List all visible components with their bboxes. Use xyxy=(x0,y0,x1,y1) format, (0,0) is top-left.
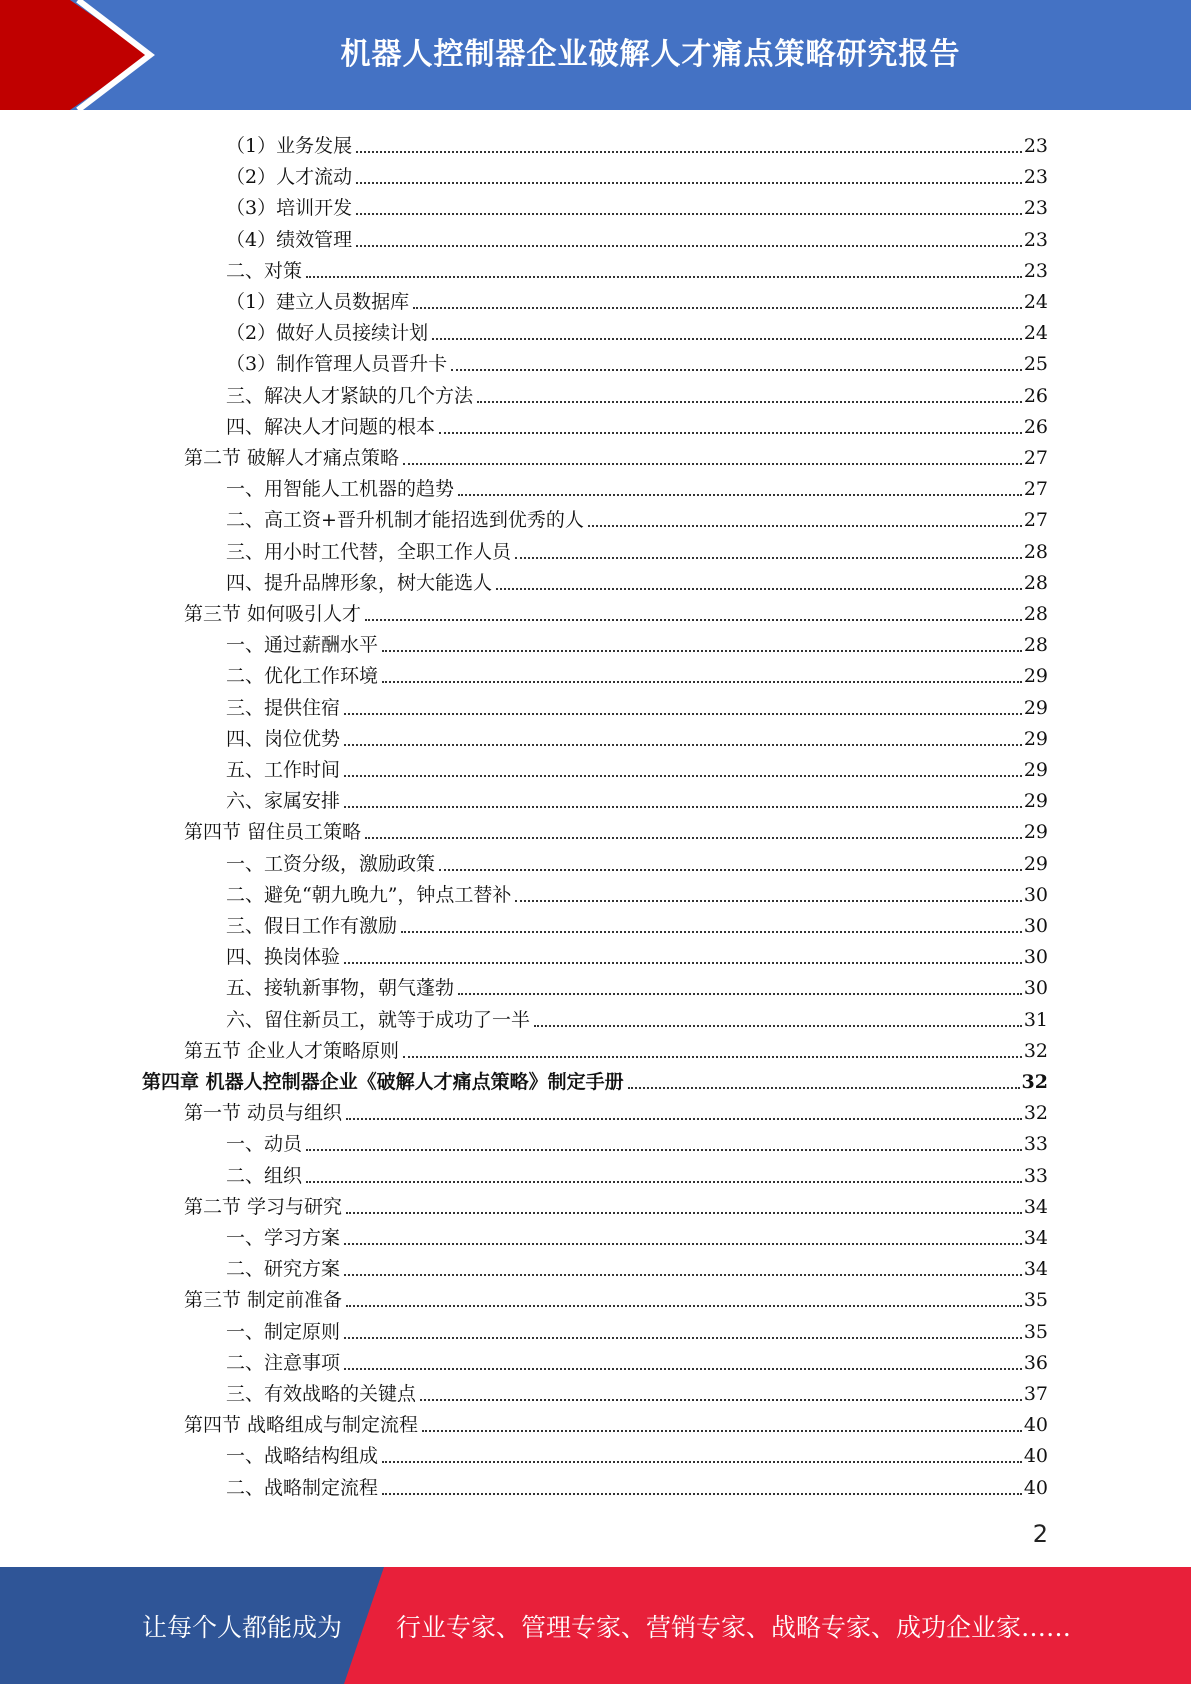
toc-dot-leader xyxy=(401,931,1022,933)
toc-page-number: 28 xyxy=(1023,540,1048,563)
toc-dot-leader xyxy=(439,869,1022,871)
toc-page-number: 34 xyxy=(1023,1195,1048,1218)
toc-page-number: 26 xyxy=(1023,384,1048,407)
toc-subsection-entry[interactable] xyxy=(226,845,1048,876)
toc-page-number: 24 xyxy=(1023,322,1048,345)
toc-subsection-entry[interactable] xyxy=(226,1469,1048,1500)
toc-subsection-entry[interactable] xyxy=(226,626,1048,657)
toc-section-entry[interactable] xyxy=(184,439,1048,470)
toc-dot-leader xyxy=(382,1461,1022,1463)
toc-entry-title: 第四节 留住员工策略 xyxy=(184,821,362,844)
toc-entry-title: 二、注意事项 xyxy=(226,1351,341,1374)
toc-entry-title: （3）制作管理人员晋升卡 xyxy=(226,353,448,376)
toc-page-number: 23 xyxy=(1023,135,1048,157)
toc-dot-leader xyxy=(346,1212,1022,1214)
toc-page-number: 35 xyxy=(1023,1289,1048,1312)
toc-dot-leader xyxy=(382,681,1022,683)
toc-entry-title: （2）人才流动 xyxy=(226,166,353,189)
toc-section-entry[interactable] xyxy=(184,1094,1048,1125)
header-chevron-decoration xyxy=(0,0,160,110)
toc-section-entry[interactable] xyxy=(184,595,1048,626)
toc-subsection-entry[interactable] xyxy=(226,533,1048,564)
toc-subsection-entry[interactable] xyxy=(226,782,1048,813)
toc-subsection-entry[interactable] xyxy=(226,1125,1048,1156)
toc-page-number: 27 xyxy=(1023,509,1048,532)
toc-dot-leader xyxy=(382,650,1022,652)
toc-subsection-entry[interactable] xyxy=(226,969,1048,1000)
toc-page-number: 30 xyxy=(1023,946,1048,969)
toc-page-number: 32 xyxy=(1021,1071,1048,1093)
toc-dot-leader xyxy=(420,1399,1022,1401)
toc-dot-leader xyxy=(458,494,1022,496)
toc-dot-leader xyxy=(413,307,1022,309)
toc-section-entry[interactable] xyxy=(184,1188,1048,1219)
toc-entry-title: 五、工作时间 xyxy=(226,759,341,781)
toc-page-number: 35 xyxy=(1023,1320,1048,1343)
toc-subsection-entry[interactable] xyxy=(226,1344,1048,1375)
toc-entry-title: 二、战略制定流程 xyxy=(226,1476,379,1499)
toc-page-number: 29 xyxy=(1023,852,1048,875)
toc-page-number: 36 xyxy=(1023,1351,1048,1374)
toc-dot-leader xyxy=(356,245,1022,247)
toc-chapter-entry[interactable] xyxy=(142,1063,1048,1094)
toc-subsection-entry[interactable] xyxy=(226,1313,1048,1344)
toc-subsection-entry[interactable] xyxy=(226,1375,1048,1406)
toc-subsection-entry[interactable] xyxy=(226,470,1048,501)
toc-dot-leader xyxy=(534,1025,1022,1027)
toc-page-number: 34 xyxy=(1023,1258,1048,1281)
toc-entry-title: 第三节 如何吸引人才 xyxy=(184,603,362,625)
toc-subsection-entry[interactable] xyxy=(226,314,1048,345)
toc-entry-title: 第一节 动员与组织 xyxy=(184,1102,343,1125)
toc-page-number: 40 xyxy=(1023,1476,1048,1499)
toc-page-number: 30 xyxy=(1023,915,1048,937)
toc-page-number: 29 xyxy=(1023,790,1048,813)
toc-subsection-entry[interactable] xyxy=(226,252,1048,283)
toc-subsection-entry[interactable] xyxy=(226,221,1048,252)
toc-entry-title: 二、避免“朝九晚九”，钟点工替补 xyxy=(226,883,512,906)
toc-entry-title: 二、研究方案 xyxy=(226,1258,341,1281)
toc-dot-leader xyxy=(344,1368,1022,1370)
toc-page-number: 26 xyxy=(1023,415,1048,438)
toc-page-number: 27 xyxy=(1023,447,1048,469)
toc-page-number: 28 xyxy=(1023,634,1048,657)
toc-subsection-entry[interactable] xyxy=(226,1437,1048,1468)
toc-dot-leader xyxy=(515,900,1021,902)
toc-entry-title: 第二节 学习与研究 xyxy=(184,1195,343,1218)
toc-page-number: 24 xyxy=(1023,291,1048,313)
toc-dot-leader xyxy=(344,713,1022,715)
toc-subsection-entry[interactable] xyxy=(226,283,1048,314)
toc-entry-title: 四、岗位优势 xyxy=(226,727,341,750)
toc-entry-title: 一、工资分级，激励政策 xyxy=(226,852,436,875)
toc-dot-leader xyxy=(382,1493,1022,1495)
toc-entry-title: 三、有效战略的关键点 xyxy=(226,1383,417,1405)
toc-subsection-entry[interactable] xyxy=(226,938,1048,969)
toc-entry-title: 第四节 战略组成与制定流程 xyxy=(184,1414,419,1437)
toc-page-number: 23 xyxy=(1023,228,1048,251)
toc-subsection-entry[interactable] xyxy=(226,345,1048,376)
toc-section-entry[interactable] xyxy=(184,813,1048,844)
toc-dot-leader xyxy=(451,369,1022,371)
toc-dot-leader xyxy=(439,432,1022,434)
toc-entry-title: 一、制定原则 xyxy=(226,1320,341,1343)
toc-entry-title: （1）业务发展 xyxy=(226,135,353,157)
toc-dot-leader xyxy=(344,1337,1022,1339)
toc-page-number: 23 xyxy=(1023,197,1048,220)
toc-entry-title: 第二节 破解人才痛点策略 xyxy=(184,447,400,469)
toc-entry-title: 一、用智能人工机器的趋势 xyxy=(226,478,455,501)
toc-subsection-entry[interactable] xyxy=(226,1250,1048,1281)
toc-entry-title: 三、用小时工代替，全职工作人员 xyxy=(226,540,512,563)
toc-dot-leader xyxy=(365,837,1022,839)
toc-page-number: 32 xyxy=(1023,1039,1048,1062)
toc-dot-leader xyxy=(403,463,1022,465)
toc-page-number: 30 xyxy=(1023,977,1048,1000)
toc-section-entry[interactable] xyxy=(184,1032,1048,1063)
toc-page-number: 33 xyxy=(1023,1164,1048,1187)
toc-page-number: 23 xyxy=(1023,259,1048,282)
report-title: 机器人控制器企业破解人才痛点策略研究报告 xyxy=(340,37,961,72)
toc-entry-title: 三、提供住宿 xyxy=(226,696,341,719)
toc-entry-title: （2）做好人员接续计划 xyxy=(226,322,429,345)
toc-page-number: 34 xyxy=(1023,1227,1048,1249)
toc-dot-leader xyxy=(628,1087,1020,1089)
toc-entry-title: 二、组织 xyxy=(226,1164,303,1187)
toc-subsection-entry[interactable] xyxy=(226,501,1048,532)
toc-subsection-entry[interactable] xyxy=(226,689,1048,720)
toc-page-number: 40 xyxy=(1023,1414,1048,1437)
toc-dot-leader xyxy=(344,744,1022,746)
toc-page-number: 25 xyxy=(1023,353,1048,376)
toc-entry-title: 四、换岗体验 xyxy=(226,946,341,969)
toc-entry-title: 三、解决人才紧缺的几个方法 xyxy=(226,384,474,407)
toc-dot-leader xyxy=(365,619,1022,621)
toc-entry-title: 三、假日工作有激励 xyxy=(226,915,398,937)
toc-page-number: 23 xyxy=(1023,166,1048,189)
toc-page-number: 27 xyxy=(1023,478,1048,501)
toc-page-number: 30 xyxy=(1023,883,1048,906)
toc-subsection-entry[interactable] xyxy=(226,1157,1048,1188)
toc-dot-leader xyxy=(515,557,1022,559)
toc-dot-leader xyxy=(477,401,1022,403)
toc-subsection-entry[interactable] xyxy=(226,751,1048,782)
toc-entry-title: 五、接轨新事物，朝气蓬勃 xyxy=(226,977,455,1000)
toc-entry-title: 第五节 企业人才策略原则 xyxy=(184,1039,400,1062)
toc-subsection-entry[interactable] xyxy=(226,189,1048,220)
toc-page-number: 29 xyxy=(1023,727,1048,750)
toc-entry-title: 二、优化工作环境 xyxy=(226,665,379,688)
header-banner xyxy=(0,0,1191,110)
toc-page-number: 33 xyxy=(1023,1133,1048,1156)
toc-subsection-entry[interactable] xyxy=(226,158,1048,189)
toc-subsection-entry[interactable] xyxy=(226,907,1048,938)
footer-slogan-left: 让每个人都能成为 xyxy=(142,1612,343,1642)
toc-page-number: 40 xyxy=(1023,1445,1048,1468)
toc-entry-title: 四、解决人才问题的根本 xyxy=(226,415,436,438)
toc-dot-leader xyxy=(344,1274,1022,1276)
toc-dot-leader xyxy=(344,1243,1022,1245)
toc-entry-title: （3）培训开发 xyxy=(226,197,353,220)
toc-subsection-entry[interactable] xyxy=(226,1001,1048,1032)
toc-entry-title: 一、学习方案 xyxy=(226,1227,341,1249)
toc-page-number: 31 xyxy=(1023,1008,1048,1031)
toc-subsection-entry[interactable] xyxy=(226,657,1048,688)
toc-entry-title: 一、通过薪酬水平 xyxy=(226,634,379,657)
toc-page-number: 28 xyxy=(1023,603,1048,625)
toc-page-number: 29 xyxy=(1023,696,1048,719)
toc-dot-leader xyxy=(306,276,1022,278)
toc-page-number: 29 xyxy=(1023,821,1048,844)
toc-dot-leader xyxy=(306,1149,1022,1151)
toc-entry-title: 二、对策 xyxy=(226,259,303,282)
toc-entry-title: 第四章 机器人控制器企业《破解人才痛点策略》制定手册 xyxy=(142,1071,624,1093)
toc-entry-title: 四、提升品牌形象，树大能选人 xyxy=(226,571,493,594)
toc-subsection-entry[interactable] xyxy=(226,377,1048,408)
toc-dot-leader xyxy=(356,182,1022,184)
toc-subsection-entry[interactable] xyxy=(226,127,1048,158)
toc-page-number: 28 xyxy=(1023,571,1048,594)
toc-section-entry[interactable] xyxy=(184,1406,1048,1437)
toc-entry-title: 二、高工资+晋升机制才能招选到优秀的人 xyxy=(226,509,584,532)
toc-subsection-entry[interactable] xyxy=(226,408,1048,439)
toc-dot-leader xyxy=(422,1430,1022,1432)
toc-subsection-entry[interactable] xyxy=(226,720,1048,751)
toc-dot-leader xyxy=(458,993,1022,995)
toc-section-entry[interactable] xyxy=(184,1281,1048,1312)
toc-dot-leader xyxy=(346,1118,1022,1120)
toc-entry-title: 六、留住新员工，就等于成功了一半 xyxy=(226,1008,531,1031)
toc-dot-leader xyxy=(403,1056,1022,1058)
toc-page-number: 37 xyxy=(1023,1383,1048,1405)
toc-dot-leader xyxy=(356,151,1022,153)
toc-subsection-entry[interactable] xyxy=(226,876,1048,907)
toc-entry-title: 一、动员 xyxy=(226,1133,303,1156)
toc-subsection-entry[interactable] xyxy=(226,564,1048,595)
toc-dot-leader xyxy=(432,338,1022,340)
toc-entry-title: 六、家属安排 xyxy=(226,790,341,813)
toc-entry-title: （4）绩效管理 xyxy=(226,228,353,251)
toc-entry-title: 一、战略结构组成 xyxy=(226,1445,379,1468)
toc-subsection-entry[interactable] xyxy=(226,1219,1048,1250)
toc-dot-leader xyxy=(344,806,1022,808)
toc-dot-leader xyxy=(588,525,1022,527)
toc-dot-leader xyxy=(344,775,1022,777)
toc-dot-leader xyxy=(346,1305,1022,1307)
toc-page-number: 29 xyxy=(1023,759,1048,781)
footer-slogan-right: 行业专家、管理专家、营销专家、战略专家、成功企业家…… xyxy=(396,1612,1072,1642)
toc-dot-leader xyxy=(496,588,1022,590)
toc-page-number: 32 xyxy=(1023,1102,1048,1125)
footer-banner xyxy=(0,1567,1191,1684)
page-number: 2 xyxy=(1032,1520,1048,1548)
toc-dot-leader xyxy=(344,962,1022,964)
toc-page-number: 29 xyxy=(1023,665,1048,688)
toc-entry-title: （1）建立人员数据库 xyxy=(226,291,410,313)
toc-entry-title: 第三节 制定前准备 xyxy=(184,1289,343,1312)
toc-dot-leader xyxy=(356,213,1022,215)
toc-dot-leader xyxy=(306,1181,1022,1183)
